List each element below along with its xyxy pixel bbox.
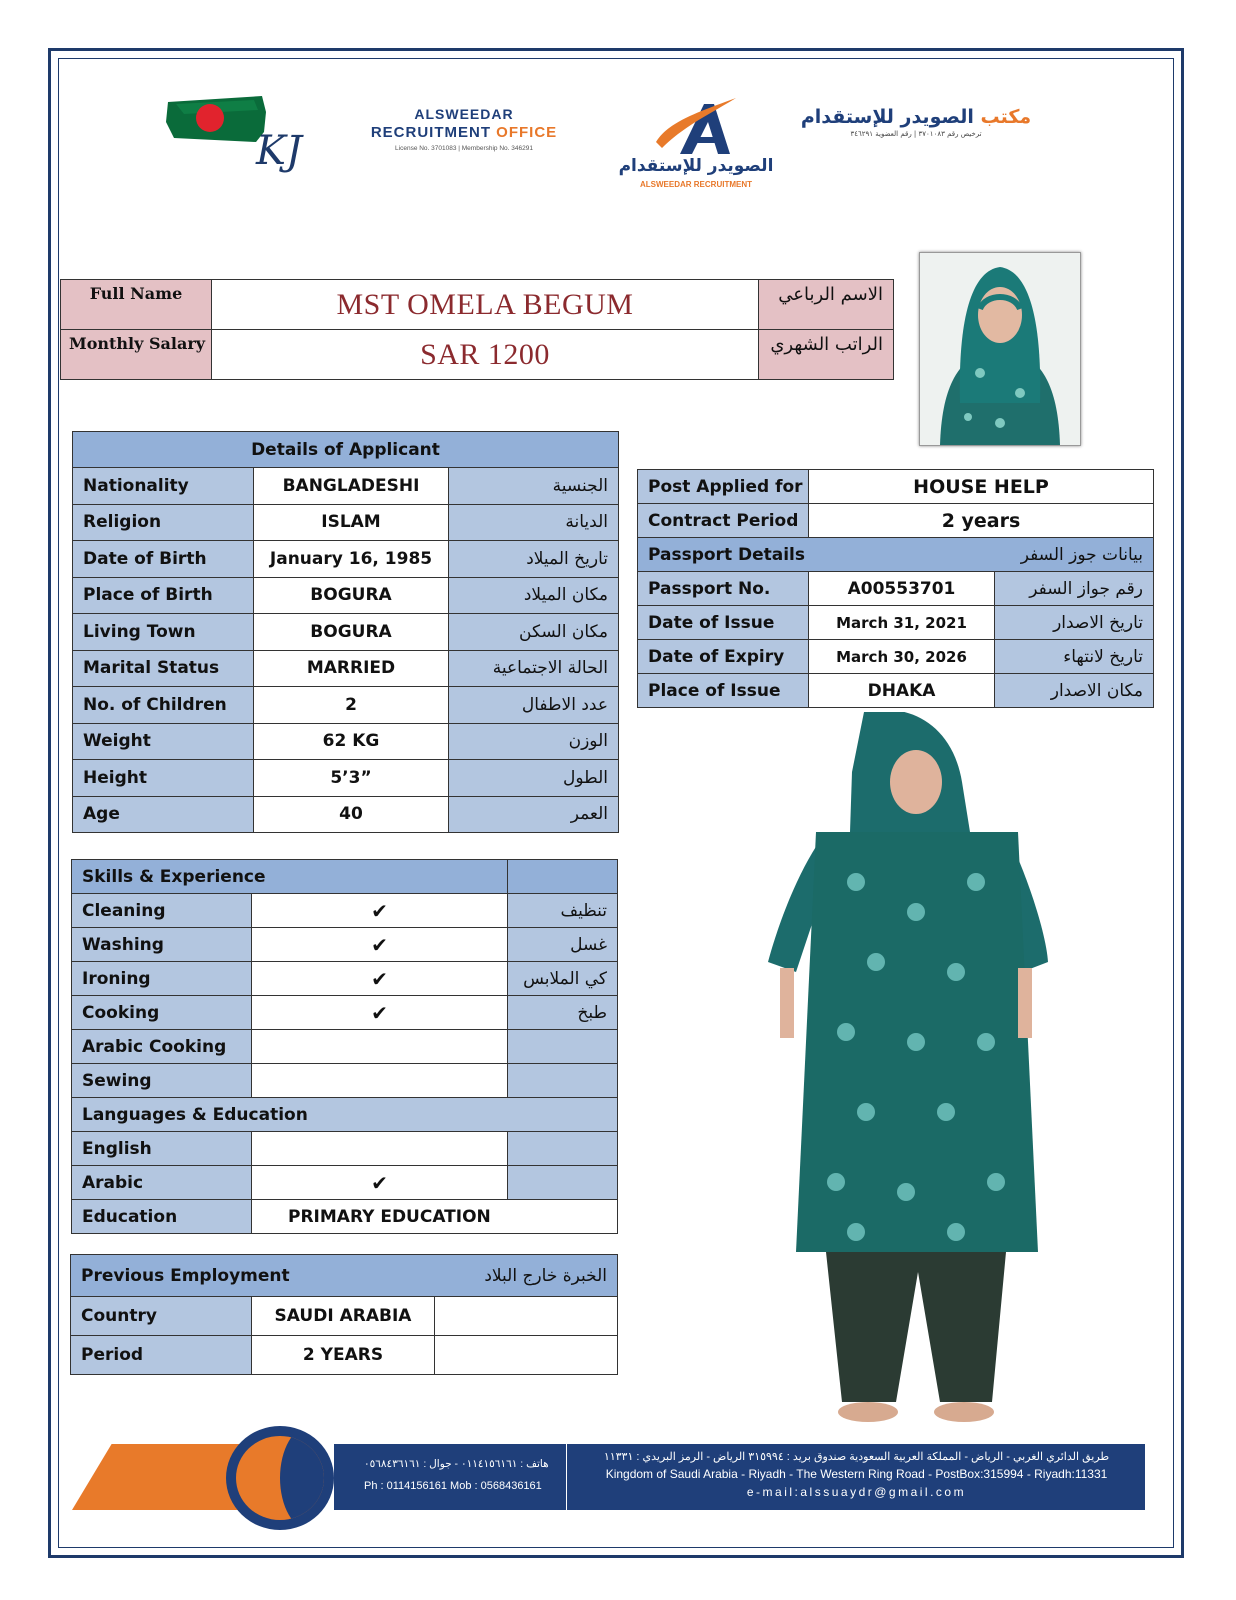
- skill-washing-ar: غسل: [508, 928, 618, 962]
- skill-sewing-ar: [508, 1064, 618, 1098]
- portrait-photo: [919, 252, 1081, 446]
- expiry-date-label: Date of Expiry: [638, 640, 809, 674]
- footer-email-link[interactable]: e-mail:alssuaydr@gmail.com: [746, 1485, 967, 1499]
- skill-cleaning-check: ✔: [252, 894, 508, 928]
- footer-phone-en: Ph : 0114156161 Mob : 0568436161: [364, 1480, 542, 1492]
- marital-status-label-ar: الحالة الاجتماعية: [449, 650, 619, 687]
- passport-no-value: A00553701: [809, 572, 995, 606]
- issue-date-label-ar: تاريخ الاصدار: [995, 606, 1154, 640]
- nationality-value: BANGLADESHI: [254, 468, 449, 505]
- skill-ironing-ar: كي الملابس: [508, 962, 618, 996]
- skill-cooking-label: Cooking: [72, 996, 252, 1030]
- issue-place-label: Place of Issue: [638, 674, 809, 708]
- applicant-details-table: [72, 431, 619, 833]
- children-value: 2: [254, 687, 449, 724]
- languages-title: Languages & Education: [72, 1098, 618, 1132]
- previous-employment-table: [70, 1254, 618, 1375]
- dob-value: January 16, 1985: [254, 541, 449, 578]
- prev-country-label: Country: [71, 1297, 252, 1336]
- religion-value: ISLAM: [254, 504, 449, 541]
- skill-sewing-check: [252, 1064, 508, 1098]
- children-label: No. of Children: [73, 687, 254, 724]
- height-label-ar: الطول: [449, 760, 619, 797]
- issue-place-label-ar: مكان الاصدار: [995, 674, 1154, 708]
- alsweedar-english-logo: ALSWEEDAR RECRUITMENT OFFICE License No. 3701083 | Membership No. 346291: [370, 106, 558, 152]
- applicant-details-title: Details of Applicant: [73, 432, 619, 468]
- skill-cooking-ar: طبخ: [508, 996, 618, 1030]
- dob-label-ar: تاريخ الميلاد: [449, 541, 619, 578]
- age-value: 40: [254, 796, 449, 833]
- passport-header: Passport Details بيانات جوز السفر: [638, 538, 1154, 572]
- passport-no-label: Passport No.: [638, 572, 809, 606]
- full-name-label-ar: الاسم الرباعي: [759, 280, 894, 330]
- skill-ironing-check: ✔: [252, 962, 508, 996]
- skills-table: [71, 859, 618, 1234]
- name-salary-table: [60, 279, 894, 380]
- education-label: Education: [72, 1200, 252, 1234]
- weight-label-ar: الوزن: [449, 723, 619, 760]
- salary-label: Monthly Salary: [61, 330, 212, 380]
- marital-status-value: MARRIED: [254, 650, 449, 687]
- expiry-date-label-ar: تاريخ لانتهاء: [995, 640, 1154, 674]
- skill-arabic-cooking-ar: [508, 1030, 618, 1064]
- full-name-value: MST OMELA BEGUM: [212, 280, 759, 330]
- dob-label: Date of Birth: [73, 541, 254, 578]
- post-value: HOUSE HELP: [809, 470, 1154, 504]
- salary-label-ar: الراتب الشهري: [759, 330, 894, 380]
- contract-label: Contract Period: [638, 504, 809, 538]
- skill-washing-label: Washing: [72, 928, 252, 962]
- portrait-illustration: [920, 253, 1080, 445]
- issue-place-value: DHAKA: [809, 674, 995, 708]
- alsweedar-a-logo: الصويدر للإستقدام ALSWEEDAR RECRUITMENT: [618, 98, 774, 194]
- religion-label: Religion: [73, 504, 254, 541]
- issue-date-label: Date of Issue: [638, 606, 809, 640]
- nationality-label: Nationality: [73, 468, 254, 505]
- footer-address-ar: طريق الدائري الغربي - الرياض - المملكة العربية السعودية صندوق بريد : ٣١٥٩٩٤ الرياض - الرمز البريدي : ١١٣٣١: [603, 1451, 1110, 1463]
- expiry-date-value: March 30, 2026: [809, 640, 995, 674]
- living-town-label-ar: مكان السكن: [449, 614, 619, 651]
- footer-contact-bar: [334, 1444, 1145, 1510]
- weight-label: Weight: [73, 723, 254, 760]
- issue-date-value: March 31, 2021: [809, 606, 995, 640]
- passport-header-ar: بيانات جوز السفر: [1020, 544, 1144, 565]
- skill-arabic-cooking-check: [252, 1030, 508, 1064]
- skill-cooking-check: ✔: [252, 996, 508, 1030]
- full-body-photo: [756, 712, 1056, 1432]
- contract-value: 2 years: [809, 504, 1154, 538]
- height-value: 5’3”: [254, 760, 449, 797]
- living-town-label: Living Town: [73, 614, 254, 651]
- skill-arabic-cooking-label: Arabic Cooking: [72, 1030, 252, 1064]
- footer-address-en: Kingdom of Saudi Arabia - Riyadh - The Western Ring Road - PostBox:315994 - Riyadh:11331: [605, 1467, 1108, 1481]
- a-emblem-icon: [618, 98, 774, 158]
- skills-title: Skills & Experience: [72, 860, 508, 894]
- salary-value: SAR 1200: [212, 330, 759, 380]
- lang-arabic-check: ✔: [252, 1166, 508, 1200]
- lang-arabic-label: Arabic: [72, 1166, 252, 1200]
- age-label: Age: [73, 796, 254, 833]
- alsweedar-arabic-logo: مكتب الصويدر للإستقدام ترخيص رقم ٣٧٠١٠٨٣ | رقم العضوية ٣٤٦٢٩١: [800, 106, 1032, 138]
- weight-value: 62 KG: [254, 723, 449, 760]
- skill-ironing-label: Ironing: [72, 962, 252, 996]
- skill-cleaning-ar: تنظيف: [508, 894, 618, 928]
- lang-english-check: [252, 1132, 508, 1166]
- birthplace-label: Place of Birth: [73, 577, 254, 614]
- kj-logo: KJ: [256, 128, 302, 174]
- marital-status-label: Marital Status: [73, 650, 254, 687]
- bangladesh-flag-icon: [166, 92, 268, 144]
- skill-washing-check: ✔: [252, 928, 508, 962]
- age-label-ar: العمر: [449, 796, 619, 833]
- full-name-label: Full Name: [61, 280, 212, 330]
- prev-period-value: 2 YEARS: [252, 1336, 435, 1375]
- passport-no-label-ar: رقم جواز السفر: [995, 572, 1154, 606]
- prev-country-value: SAUDI ARABIA: [252, 1297, 435, 1336]
- education-value: PRIMARY EDUCATION: [252, 1200, 618, 1234]
- prev-period-label: Period: [71, 1336, 252, 1375]
- living-town-value: BOGURA: [254, 614, 449, 651]
- children-label-ar: عدد الاطفال: [449, 687, 619, 724]
- post-passport-table: [637, 469, 1154, 708]
- birthplace-label-ar: مكان الميلاد: [449, 577, 619, 614]
- previous-employment-title-ar: الخبرة خارج البلاد: [484, 1265, 608, 1286]
- height-label: Height: [73, 760, 254, 797]
- previous-employment-title: Previous Employment الخبرة خارج البلاد: [71, 1255, 618, 1297]
- birthplace-value: BOGURA: [254, 577, 449, 614]
- post-label: Post Applied for: [638, 470, 809, 504]
- skill-sewing-label: Sewing: [72, 1064, 252, 1098]
- footer-phone-block: [334, 1444, 567, 1510]
- nationality-label-ar: الجنسية: [449, 468, 619, 505]
- skill-cleaning-label: Cleaning: [72, 894, 252, 928]
- footer-logo-swirl-icon: [236, 1436, 324, 1520]
- religion-label-ar: الديانة: [449, 504, 619, 541]
- footer-phone-ar: هاتف : ٠١١٤١٥٦١٦١ - جوال : ٠٥٦٨٤٣٦١٦١: [364, 1458, 549, 1470]
- lang-english-label: English: [72, 1132, 252, 1166]
- footer-address-block: [568, 1444, 1145, 1510]
